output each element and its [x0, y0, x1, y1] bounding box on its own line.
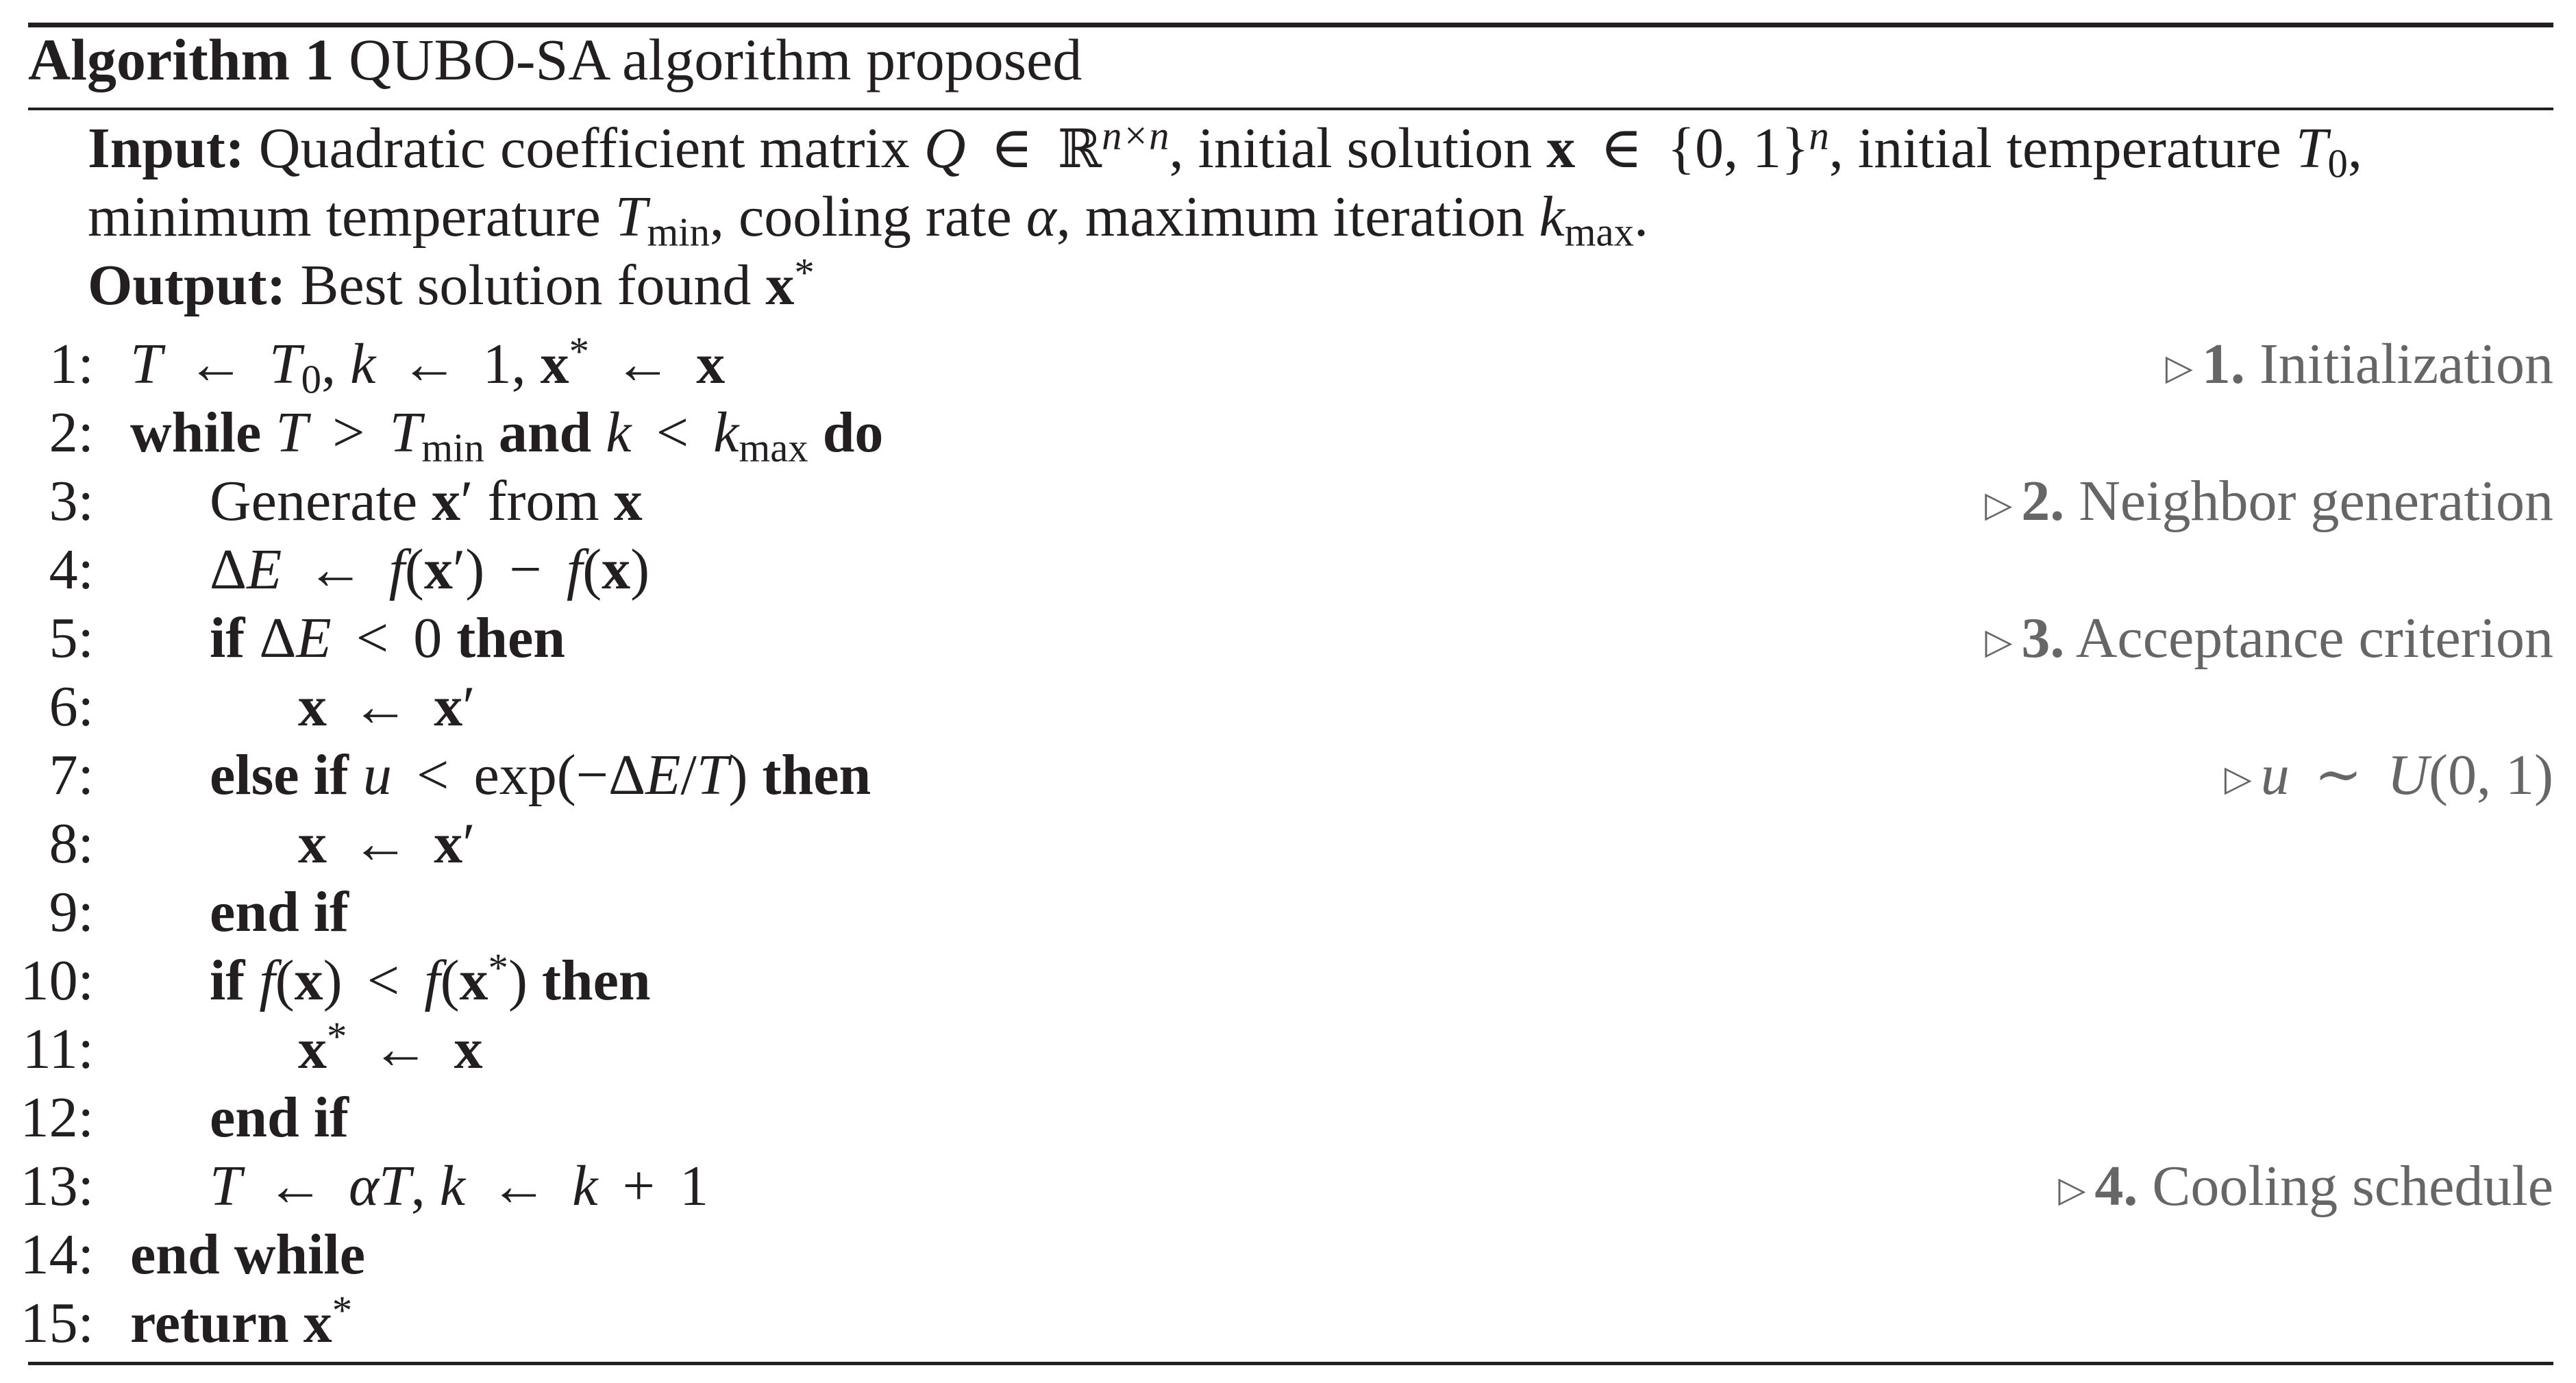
text-segment: Initialization — [2244, 332, 2553, 396]
text-segment: T — [379, 1154, 411, 1218]
text-segment: minimum temperature — [88, 185, 615, 249]
comment-triangle-icon: ▷ — [1985, 484, 2013, 525]
text-segment: ) — [323, 949, 343, 1012]
text-segment: x — [696, 332, 726, 396]
line-content — [130, 1221, 365, 1289]
text-segment: E — [645, 743, 681, 807]
text-segment: if — [210, 606, 245, 670]
line-comment — [1985, 604, 2553, 676]
text-segment: * — [569, 329, 589, 374]
text-segment: end if — [210, 880, 349, 944]
text-segment: 4. — [2094, 1154, 2138, 1218]
text-segment: 0 — [301, 357, 322, 402]
text-segment: x — [459, 949, 488, 1012]
text-segment: then — [541, 949, 651, 1012]
line-content — [130, 1289, 352, 1358]
text-segment: x — [423, 538, 453, 601]
line-number: 5: — [49, 606, 94, 670]
line-comment — [2166, 330, 2553, 402]
text-segment: Δ — [210, 538, 247, 601]
text-segment: if — [210, 949, 245, 1012]
input-spec-line-2 — [88, 183, 1648, 255]
line-content — [298, 810, 475, 878]
text-segment: Neighbor generation — [2064, 469, 2553, 533]
text-segment: , maximum iteration — [1056, 185, 1539, 249]
algorithm-line — [0, 1221, 2576, 1289]
text-segment: 0 — [2327, 141, 2348, 186]
text-segment: n — [1809, 113, 1829, 158]
text-segment: x — [1546, 116, 1576, 180]
line-number: 3: — [49, 469, 94, 533]
algorithm-line — [0, 536, 2576, 604]
text-segment: 1, — [482, 332, 541, 396]
text-segment: ′ — [462, 812, 475, 875]
text-segment: x — [434, 812, 463, 875]
algorithm-bottom-rule — [28, 1362, 2553, 1365]
text-segment: ) — [508, 949, 542, 1012]
text-segment: ← — [386, 332, 473, 396]
text-segment: T — [696, 743, 729, 807]
line-content — [210, 741, 871, 810]
text-segment: Best solution found — [286, 253, 766, 317]
text-segment: ℝ — [1057, 119, 1102, 180]
text-segment: , — [410, 1154, 440, 1218]
text-segment: Quadratic coefficient matrix — [244, 116, 924, 180]
text-segment: k — [572, 1154, 598, 1218]
text-segment: U — [2387, 743, 2429, 807]
text-segment: Q — [924, 116, 966, 180]
text-segment: x — [294, 949, 323, 1012]
input-label: Input: — [88, 116, 245, 180]
text-segment: ← — [292, 538, 379, 601]
text-segment: ( — [440, 949, 460, 1012]
algorithm-line — [0, 604, 2576, 673]
text-segment: do — [808, 401, 884, 464]
text-segment: T — [210, 1154, 242, 1218]
line-number: 13: — [20, 1154, 94, 1218]
comment-triangle-icon: ▷ — [1985, 621, 2013, 662]
line-content — [210, 604, 565, 673]
text-segment: α — [348, 1154, 380, 1218]
text-segment: end while — [130, 1223, 366, 1286]
line-number: 12: — [20, 1086, 94, 1149]
text-segment: * — [794, 250, 815, 295]
algorithm-label: Algorithm 1 — [28, 27, 334, 92]
algorithm-caption — [28, 25, 1082, 94]
text-segment: < — [402, 743, 464, 807]
text-segment: ′ — [460, 469, 473, 533]
text-segment: else if — [210, 743, 349, 807]
algorithm-line — [0, 947, 2576, 1015]
input-text-2 — [88, 185, 1648, 255]
comment-triangle-icon: ▷ — [2224, 758, 2252, 799]
algorithm-line — [0, 1152, 2576, 1221]
text-segment: , cooling rate — [709, 185, 1026, 249]
algorithm-line — [0, 399, 2576, 471]
input-text-1 — [244, 113, 2362, 186]
text-segment: k — [439, 1154, 466, 1218]
line-number: 4: — [49, 538, 94, 601]
text-segment: + — [608, 1154, 670, 1218]
line-number: 2: — [49, 401, 94, 464]
text-segment: * — [488, 945, 508, 990]
text-segment: ( — [275, 949, 295, 1012]
comment-triangle-icon: ▷ — [2165, 347, 2193, 388]
text-segment: ′ — [452, 538, 466, 601]
text-segment: x — [765, 253, 795, 317]
text-segment: < — [352, 949, 414, 1012]
line-content — [130, 399, 884, 471]
text-segment: 1. — [2201, 332, 2245, 396]
text-segment: x — [298, 812, 327, 875]
text-segment: then — [762, 743, 871, 807]
text-segment: k — [1539, 185, 1565, 249]
text-segment: k — [350, 332, 376, 396]
text-segment: , — [321, 332, 351, 396]
text-segment: then — [456, 606, 565, 670]
text-segment: ′ — [462, 675, 475, 738]
text-segment: x — [613, 469, 643, 533]
text-segment: T — [615, 185, 647, 249]
text-segment: k — [713, 401, 739, 464]
text-segment: min — [647, 210, 710, 255]
text-segment: x — [298, 1017, 327, 1081]
line-number: 11: — [22, 1017, 94, 1081]
line-number: 9: — [49, 880, 94, 944]
text-segment: u — [2260, 743, 2290, 807]
text-segment: T — [389, 401, 422, 464]
line-number: 14: — [20, 1223, 94, 1286]
text-segment — [289, 1291, 304, 1355]
text-segment: return — [130, 1291, 289, 1355]
text-segment: 3. — [2021, 606, 2065, 670]
text-segment: x — [434, 675, 463, 738]
text-segment: (0, 1) — [2429, 743, 2553, 807]
text-segment: ) — [728, 743, 763, 807]
text-segment: ← — [251, 1154, 338, 1218]
text-segment: ) — [630, 538, 650, 601]
text-segment: > — [318, 401, 380, 464]
text-segment: x — [540, 332, 569, 396]
text-segment: f — [259, 949, 275, 1012]
text-segment: ( — [404, 538, 424, 601]
text-segment: Acceptance criterion — [2064, 606, 2553, 670]
algorithm-line — [0, 329, 2576, 402]
text-segment: from — [473, 469, 614, 533]
text-segment: and — [484, 401, 606, 464]
text-segment: x — [602, 538, 631, 601]
line-content — [298, 673, 475, 741]
text-segment: x — [303, 1291, 332, 1355]
text-segment: while — [130, 401, 262, 464]
text-segment: 2. — [2021, 469, 2065, 533]
line-number: 10: — [20, 949, 94, 1012]
algorithm-line — [0, 673, 2576, 741]
line-comment — [2225, 741, 2553, 813]
text-segment: 0 — [413, 606, 457, 670]
line-content — [210, 536, 649, 604]
text-segment: max — [1564, 210, 1634, 255]
output-spec-line — [88, 251, 815, 320]
algorithm-line — [0, 1015, 2576, 1084]
algorithm-line — [0, 741, 2576, 810]
text-segment: T — [130, 332, 162, 396]
line-content — [130, 329, 726, 402]
text-segment: {0, 1} — [1667, 116, 1809, 180]
text-segment — [261, 401, 275, 464]
text-segment: α — [1026, 185, 1056, 249]
text-segment — [349, 743, 363, 807]
text-segment: Cooling schedule — [2138, 1154, 2553, 1218]
output-label: Output: — [88, 253, 286, 317]
text-segment: ∼ — [2299, 743, 2377, 807]
line-comment — [2058, 1152, 2553, 1224]
text-segment — [245, 949, 259, 1012]
text-segment: ← — [357, 1017, 444, 1081]
text-segment: < — [641, 401, 704, 464]
text-segment: u — [362, 743, 392, 807]
text-segment: min — [421, 425, 484, 471]
line-content — [210, 947, 651, 1015]
text-segment: T — [275, 401, 308, 464]
algorithm-line — [0, 467, 2576, 536]
text-segment: * — [327, 1014, 347, 1059]
text-segment: 1 — [680, 1154, 709, 1218]
line-number: 6: — [49, 675, 94, 738]
line-content — [210, 1084, 349, 1152]
algorithm-caption-rule — [28, 108, 2553, 110]
text-segment: , initial solution — [1169, 116, 1547, 180]
text-segment: max — [739, 425, 808, 471]
line-content — [298, 1015, 483, 1084]
text-segment: f — [566, 538, 583, 601]
text-segment: Δ — [245, 606, 297, 670]
text-segment: k — [606, 401, 632, 464]
line-number: 7: — [49, 743, 94, 807]
line-comment — [1985, 467, 2553, 539]
text-segment: − — [495, 538, 556, 601]
line-content — [210, 467, 643, 536]
line-content — [210, 878, 349, 947]
text-segment: / — [680, 743, 697, 807]
text-segment: < — [341, 606, 404, 670]
text-segment: T — [2295, 116, 2328, 180]
text-segment: ( — [582, 538, 602, 601]
text-segment: ∈ — [1585, 116, 1657, 180]
text-segment: E — [296, 606, 332, 670]
text-segment: n×n — [1102, 113, 1169, 158]
text-segment: f — [424, 949, 441, 1012]
text-segment: ← — [599, 332, 686, 396]
input-spec-line-1 — [88, 113, 2362, 186]
algorithm-line — [0, 1289, 2576, 1358]
text-segment: . — [1633, 185, 1648, 249]
text-segment: , — [2347, 116, 2362, 180]
text-segment: x — [454, 1017, 483, 1081]
line-number: 1: — [49, 332, 94, 396]
text-segment: ) — [465, 538, 485, 601]
algorithm-line — [0, 1084, 2576, 1152]
text-segment: E — [247, 538, 282, 601]
text-segment: end if — [210, 1086, 349, 1149]
text-segment: f — [388, 538, 405, 601]
text-segment: ∈ — [976, 116, 1048, 180]
text-segment: ← — [337, 812, 424, 875]
text-segment: ← — [172, 332, 259, 396]
algorithm-line — [0, 810, 2576, 878]
text-segment: Generate — [210, 469, 432, 533]
text-segment: T — [269, 332, 301, 396]
text-segment: , initial temperature — [1829, 116, 2296, 180]
line-number: 15: — [20, 1291, 94, 1355]
comment-triangle-icon: ▷ — [2058, 1169, 2086, 1210]
text-segment: x — [298, 675, 327, 738]
text-segment: ← — [475, 1154, 562, 1218]
text-segment: ← — [337, 675, 424, 738]
text-segment: x — [432, 469, 461, 533]
text-segment: * — [332, 1288, 353, 1333]
algorithm-title: QUBO-SA algorithm proposed — [349, 27, 1082, 92]
line-number: 8: — [49, 812, 94, 875]
output-text — [286, 250, 815, 317]
text-segment: exp(−Δ — [473, 743, 646, 807]
line-content — [210, 1152, 708, 1221]
algorithm-line — [0, 878, 2576, 947]
